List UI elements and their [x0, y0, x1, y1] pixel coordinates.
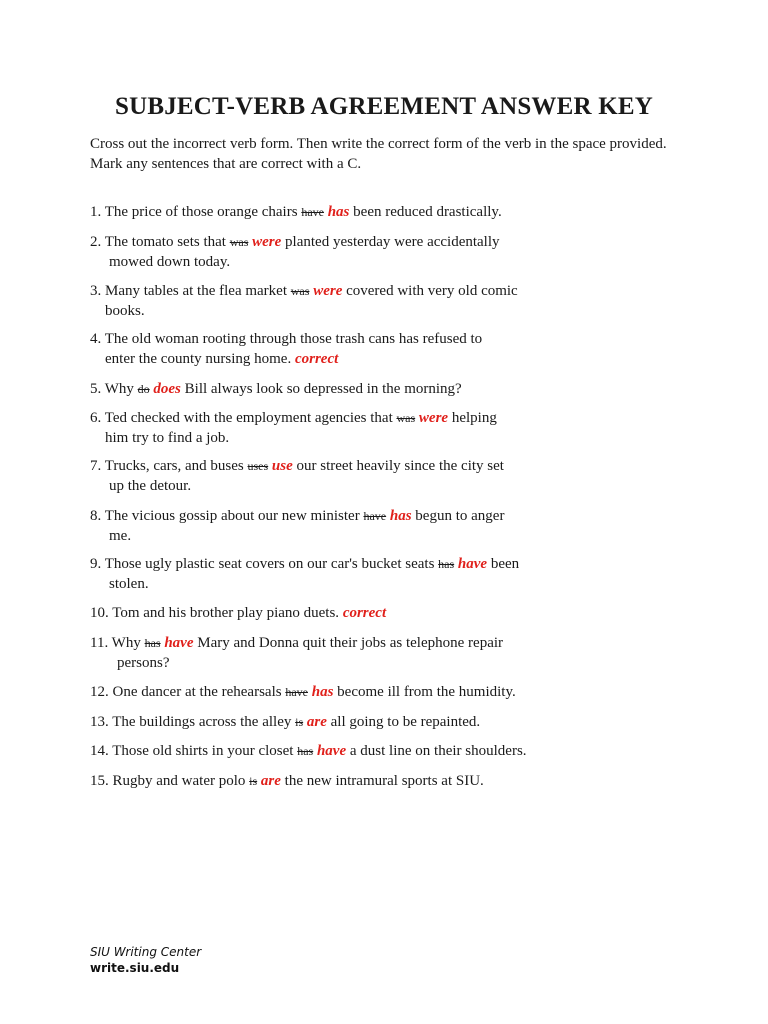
question-item	[90, 554, 519, 594]
corrected-verb: does	[153, 381, 181, 397]
crossed-out-verb: have	[285, 685, 308, 699]
corrected-verb: were	[418, 410, 449, 426]
crossed-out-verb: uses	[247, 459, 269, 473]
item-continuation: up the detour.	[109, 478, 192, 494]
item-text-rest: become ill from the humidity.	[333, 684, 516, 700]
crossed-out-verb: have	[363, 509, 387, 523]
question-item	[90, 202, 502, 222]
item-continuation: mowed down today.	[109, 254, 231, 270]
item-continuation: books.	[105, 303, 145, 319]
item-text-rest: covered with very old comic	[342, 283, 518, 299]
item-text: 10. Tom and his brother play piano duets.	[90, 605, 343, 621]
item-text: 6. Ted checked with the employment agencies that	[90, 410, 397, 426]
item-text: 14. Those old shirts in your closet	[90, 743, 298, 759]
item-text-rest: begun to anger	[411, 508, 505, 524]
crossed-out-verb: is	[249, 774, 258, 788]
item-continuation: persons?	[117, 655, 170, 671]
instructions-line-2: Mark any sentences that are correct with a C.	[90, 156, 362, 172]
item-text-rest: the new intramural sports at SIU.	[280, 773, 484, 789]
item-text: 9. Those ugly plastic seat covers on our car's bucket seats	[90, 556, 439, 572]
item-continuation: me.	[109, 528, 132, 544]
item-text: 15. Rugby and water polo	[90, 773, 250, 789]
page-title: SUBJECT-VERB AGREEMENT ANSWER KEY	[115, 93, 653, 120]
item-text-rest: our street heavily since the city set	[292, 458, 504, 474]
item-text-rest: Bill always look so depressed in the morning?	[180, 381, 462, 397]
corrected-verb: have	[457, 556, 488, 572]
instructions	[90, 134, 710, 174]
question-item	[90, 408, 497, 448]
crossed-out-verb: has	[438, 557, 455, 571]
item-text: 1. The price of those orange chairs	[90, 204, 302, 220]
crossed-out-verb: has	[297, 744, 314, 758]
item-text: 4. The old woman rooting through those trash cans has refused to	[90, 331, 483, 347]
corrected-verb: have	[316, 743, 347, 759]
item-continuation: him try to find a job.	[105, 430, 230, 446]
item-continuation	[90, 349, 482, 369]
corrected-verb: have	[164, 635, 194, 651]
correct-marker: correct	[294, 351, 339, 367]
item-text: 8. The vicious gossip about our new minister	[90, 508, 364, 524]
item-text-rest: a dust line on their shoulders.	[346, 743, 527, 759]
question-item	[90, 232, 500, 272]
item-text-rest: Mary and Donna quit their jobs as telephone repair	[193, 635, 504, 651]
crossed-out-verb: was	[229, 235, 249, 249]
item-text-rest: all going to be repainted.	[326, 714, 481, 730]
crossed-out-verb: was	[290, 284, 310, 298]
corrected-verb: are	[306, 714, 327, 730]
item-text: 5. Why	[90, 381, 138, 397]
corrected-verb: are	[260, 773, 281, 789]
footer-website: write.siu.edu	[90, 961, 180, 975]
footer	[90, 944, 201, 976]
instructions-line-1: Cross out the incorrect verb form. Then write the correct form of the verb in the space provided.	[90, 136, 667, 152]
question-item	[90, 506, 504, 546]
question-item	[90, 682, 516, 702]
crossed-out-verb: have	[301, 205, 324, 219]
corrected-verb: has	[311, 684, 334, 700]
item-continuation-text: enter the county nursing home.	[105, 351, 295, 367]
question-item	[90, 379, 462, 399]
crossed-out-verb: do	[137, 382, 150, 396]
item-text: 13. The buildings across the alley	[90, 714, 296, 730]
item-text: 2. The tomato sets that	[90, 234, 230, 250]
question-item	[90, 712, 480, 732]
corrected-verb: has	[327, 204, 350, 220]
correct-marker: correct	[342, 605, 387, 621]
crossed-out-verb: was	[396, 411, 416, 425]
item-text-rest: been reduced drastically.	[349, 204, 502, 220]
item-continuation: stolen.	[109, 576, 149, 592]
crossed-out-verb: has	[144, 636, 161, 650]
corrected-verb: were	[313, 283, 343, 299]
question-item	[90, 603, 386, 623]
question-item	[90, 771, 484, 791]
corrected-verb: use	[271, 458, 293, 474]
question-item	[90, 281, 518, 321]
item-text: 11. Why	[90, 635, 145, 651]
question-item	[90, 456, 504, 496]
item-text-rest: helping	[448, 410, 497, 426]
corrected-verb: were	[252, 234, 282, 250]
item-text: 3. Many tables at the flea market	[90, 283, 291, 299]
footer-organization: SIU Writing Center	[90, 945, 202, 959]
item-text-rest: planted yesterday were accidentally	[281, 234, 500, 250]
item-text: 7. Trucks, cars, and buses	[90, 458, 248, 474]
corrected-verb: has	[389, 508, 412, 524]
item-text: 12. One dancer at the rehearsals	[90, 684, 286, 700]
question-item	[90, 741, 527, 761]
crossed-out-verb: is	[295, 715, 304, 729]
question-item	[90, 633, 503, 673]
item-text-rest: been	[487, 556, 520, 572]
question-item	[90, 329, 482, 369]
